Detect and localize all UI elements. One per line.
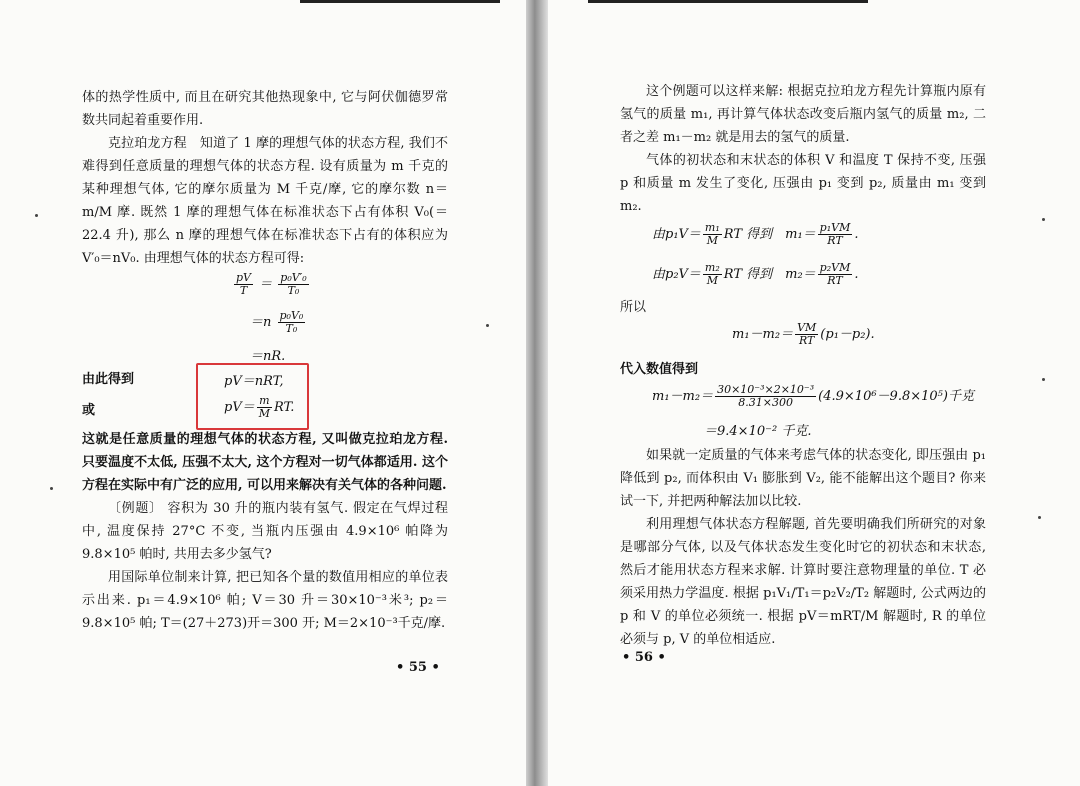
- right-paragraph-3: 如果就一定质量的气体来考虑气体的状态变化, 即压强由 p₁ 降低到 p₂, 而体积由 V₁ 膨胀到 V₂, 能不能解出这个题目? 你来试一下, 并把两种解法加以比较.: [620, 448, 986, 509]
- eq1-pre: 由p₁V＝: [652, 227, 701, 242]
- right-paragraph-1: 这个例题可以这样来解: 根据克拉珀龙方程先计算瓶内原有氢气的质量 m₁, 再计算气体状态改变后瓶内氢气的质量 m₂, 二者之差 m₁－m₂ 就是用去的氢气的质量.: [620, 84, 986, 145]
- eq2-pre: 由p₂V＝: [652, 267, 701, 282]
- fraction-numerator: m: [259, 394, 270, 407]
- left-text-block-2: [82, 428, 448, 635]
- fraction-denominator: 8.31×300: [738, 396, 793, 409]
- page-number-right: • 56 •: [622, 650, 666, 665]
- equation-m2: [652, 262, 858, 287]
- eq2-mid: RT 得到 m₂＝: [723, 267, 816, 282]
- left-paragraph-2: 克拉珀龙方程 知道了 1 摩的理想气体的状态方程, 我们不难得到任意质量的理想气体的状态方程. 设有质量为 m 千克的某种理想气体, 它的摩尔质量为 M 千克/摩, 它的摩尔数 n＝m/M 摩. 既然 1 摩的理想气体在标准状态下占有体积 V₀(＝22.4 升), 那么 n 摩的理想气体在标准状态下占有的体积应为 V′₀＝nV₀. 由理想气体的状态方程可得:: [82, 136, 448, 266]
- equation-m1: [652, 222, 858, 247]
- right-page: [548, 0, 1080, 786]
- highlight-box: [196, 363, 309, 430]
- fraction: [795, 322, 818, 347]
- left-paragraph-3: 这就是任意质量的理想气体的状态方程, 又叫做克拉珀龙方程. 只要温度不太低, 压强不太大, 这个方程对一切气体都适用. 这个方程在实际中有广泛的应用, 可以用来解决有关气体的各种问题.: [82, 432, 448, 493]
- right-paragraph-4: 利用理想气体状态方程解题, 首先要明确我们所研究的对象是哪部分气体, 以及气体状态发生变化时它的初状态和末状态, 然后才能用状态方程来求解. 计算时要注意物理量的单位. T 必须采用热力学温度. 根据 p₁V₁/T₁＝p₂V₂/T₂ 解题时, 公式两边的 p 和 V 的单位必须统一. 根据 pV＝mRT/M 解题时, R 的单位必须与 p, V 的单位相适应.: [620, 517, 986, 647]
- fraction-denominator: RT: [798, 334, 815, 347]
- right-text-block-2: [620, 444, 986, 651]
- fraction: [703, 262, 722, 287]
- derivation-line-2: [250, 310, 307, 335]
- fraction-numerator: m₁: [704, 221, 720, 234]
- result-label-1: 由此得到: [82, 372, 135, 387]
- result-equation-1: pV＝nRT,: [224, 374, 284, 389]
- fraction-denominator: T: [239, 284, 248, 297]
- fraction-denominator: T₀: [287, 284, 300, 297]
- fraction-numerator: p₂VM: [819, 261, 851, 274]
- result-eq2-rhs: RT.: [273, 400, 295, 415]
- fraction-numerator: 30×10⁻³×2×10⁻³: [717, 383, 815, 396]
- right-text-block-1: [620, 80, 986, 218]
- fraction-denominator: M: [706, 234, 718, 247]
- fraction: [278, 310, 306, 335]
- equation-result: ＝9.4×10⁻² 千克.: [704, 424, 812, 439]
- result-eq2-lhs: pV＝: [224, 400, 255, 415]
- fraction: [715, 384, 816, 409]
- fraction: [278, 272, 308, 297]
- suoyi-label: 所以: [620, 300, 647, 315]
- fraction-numerator: p₀V₀: [279, 309, 304, 322]
- scan-speck: [1042, 218, 1045, 221]
- derivation-line-3: ＝nR.: [250, 349, 286, 364]
- equation-difference: [732, 322, 875, 347]
- fraction-numerator: p₀V′₀: [280, 271, 307, 284]
- left-text-block-1: [82, 86, 448, 270]
- fraction-denominator: M: [258, 407, 270, 420]
- left-paragraph-4: 〔例题〕 容积为 30 升的瓶内装有氢气. 假定在气焊过程中, 温度保持 27°C 不变, 当瓶内压强由 4.9×10⁶ 帕降为 9.8×10⁵ 帕时, 共用去多少氢气?: [82, 501, 448, 562]
- eq4-pre: m₁－m₂＝: [652, 389, 714, 404]
- fraction-numerator: VM: [797, 321, 817, 334]
- eq3-pre: m₁－m₂＝: [732, 327, 794, 342]
- scan-speck: [35, 214, 38, 217]
- derivation-line-1: [232, 272, 311, 297]
- right-paragraph-2: 气体的初状态和末状态的体积 V 和温度 T 保持不变, 压强 p 和质量 m 发生了变化, 压强由 p₁ 变到 p₂, 质量由 m₁ 变到 m₂.: [620, 153, 986, 214]
- top-rule: [300, 0, 500, 3]
- left-page: [0, 0, 526, 786]
- fraction-numerator: p₁VM: [819, 221, 851, 234]
- eq1-post: .: [854, 227, 859, 242]
- derivation-prefix: ＝n: [250, 315, 272, 330]
- page-number-left: • 55 •: [396, 660, 440, 675]
- scan-speck: [1042, 378, 1045, 381]
- fraction-denominator: RT: [827, 274, 843, 287]
- fraction: [234, 272, 253, 297]
- fraction-denominator: RT: [827, 234, 843, 247]
- daiyin-label: 代入数值得到: [620, 362, 699, 377]
- top-rule: [588, 0, 868, 3]
- scan-speck: [1038, 516, 1041, 519]
- fraction-numerator: pV: [236, 271, 251, 284]
- scan-speck: [50, 487, 53, 490]
- result-label-2: 或: [82, 403, 96, 418]
- equals-sign: ＝: [259, 277, 273, 292]
- scan-speck: [486, 324, 489, 327]
- left-paragraph-1: 体的热学性质中, 而且在研究其他热现象中, 它与阿伏伽德罗常数共同起着重要作用.: [82, 90, 448, 128]
- book-gutter: [526, 0, 548, 786]
- fraction: [818, 222, 853, 247]
- eq1-mid: RT 得到 m₁＝: [723, 227, 816, 242]
- fraction-denominator: M: [706, 274, 718, 287]
- eq4-post: (4.9×10⁶－9.8×10⁵)千克: [818, 389, 974, 404]
- left-paragraph-5: 用国际单位制来计算, 把已知各个量的数值用相应的单位表示出来. p₁＝4.9×10⁶ 帕; V＝30 升＝30×10⁻³米³; p₂＝9.8×10⁵ 帕; T＝(27＋273)开＝300 开; M＝2×10⁻³千克/摩.: [82, 570, 448, 631]
- equation-numeric: [652, 384, 974, 409]
- eq3-post: (p₁－p₂).: [820, 327, 875, 342]
- fraction-denominator: T₀: [285, 322, 298, 335]
- fraction: [703, 222, 722, 247]
- fraction: [818, 262, 853, 287]
- fraction-numerator: m₂: [704, 261, 720, 274]
- eq2-post: .: [854, 267, 859, 282]
